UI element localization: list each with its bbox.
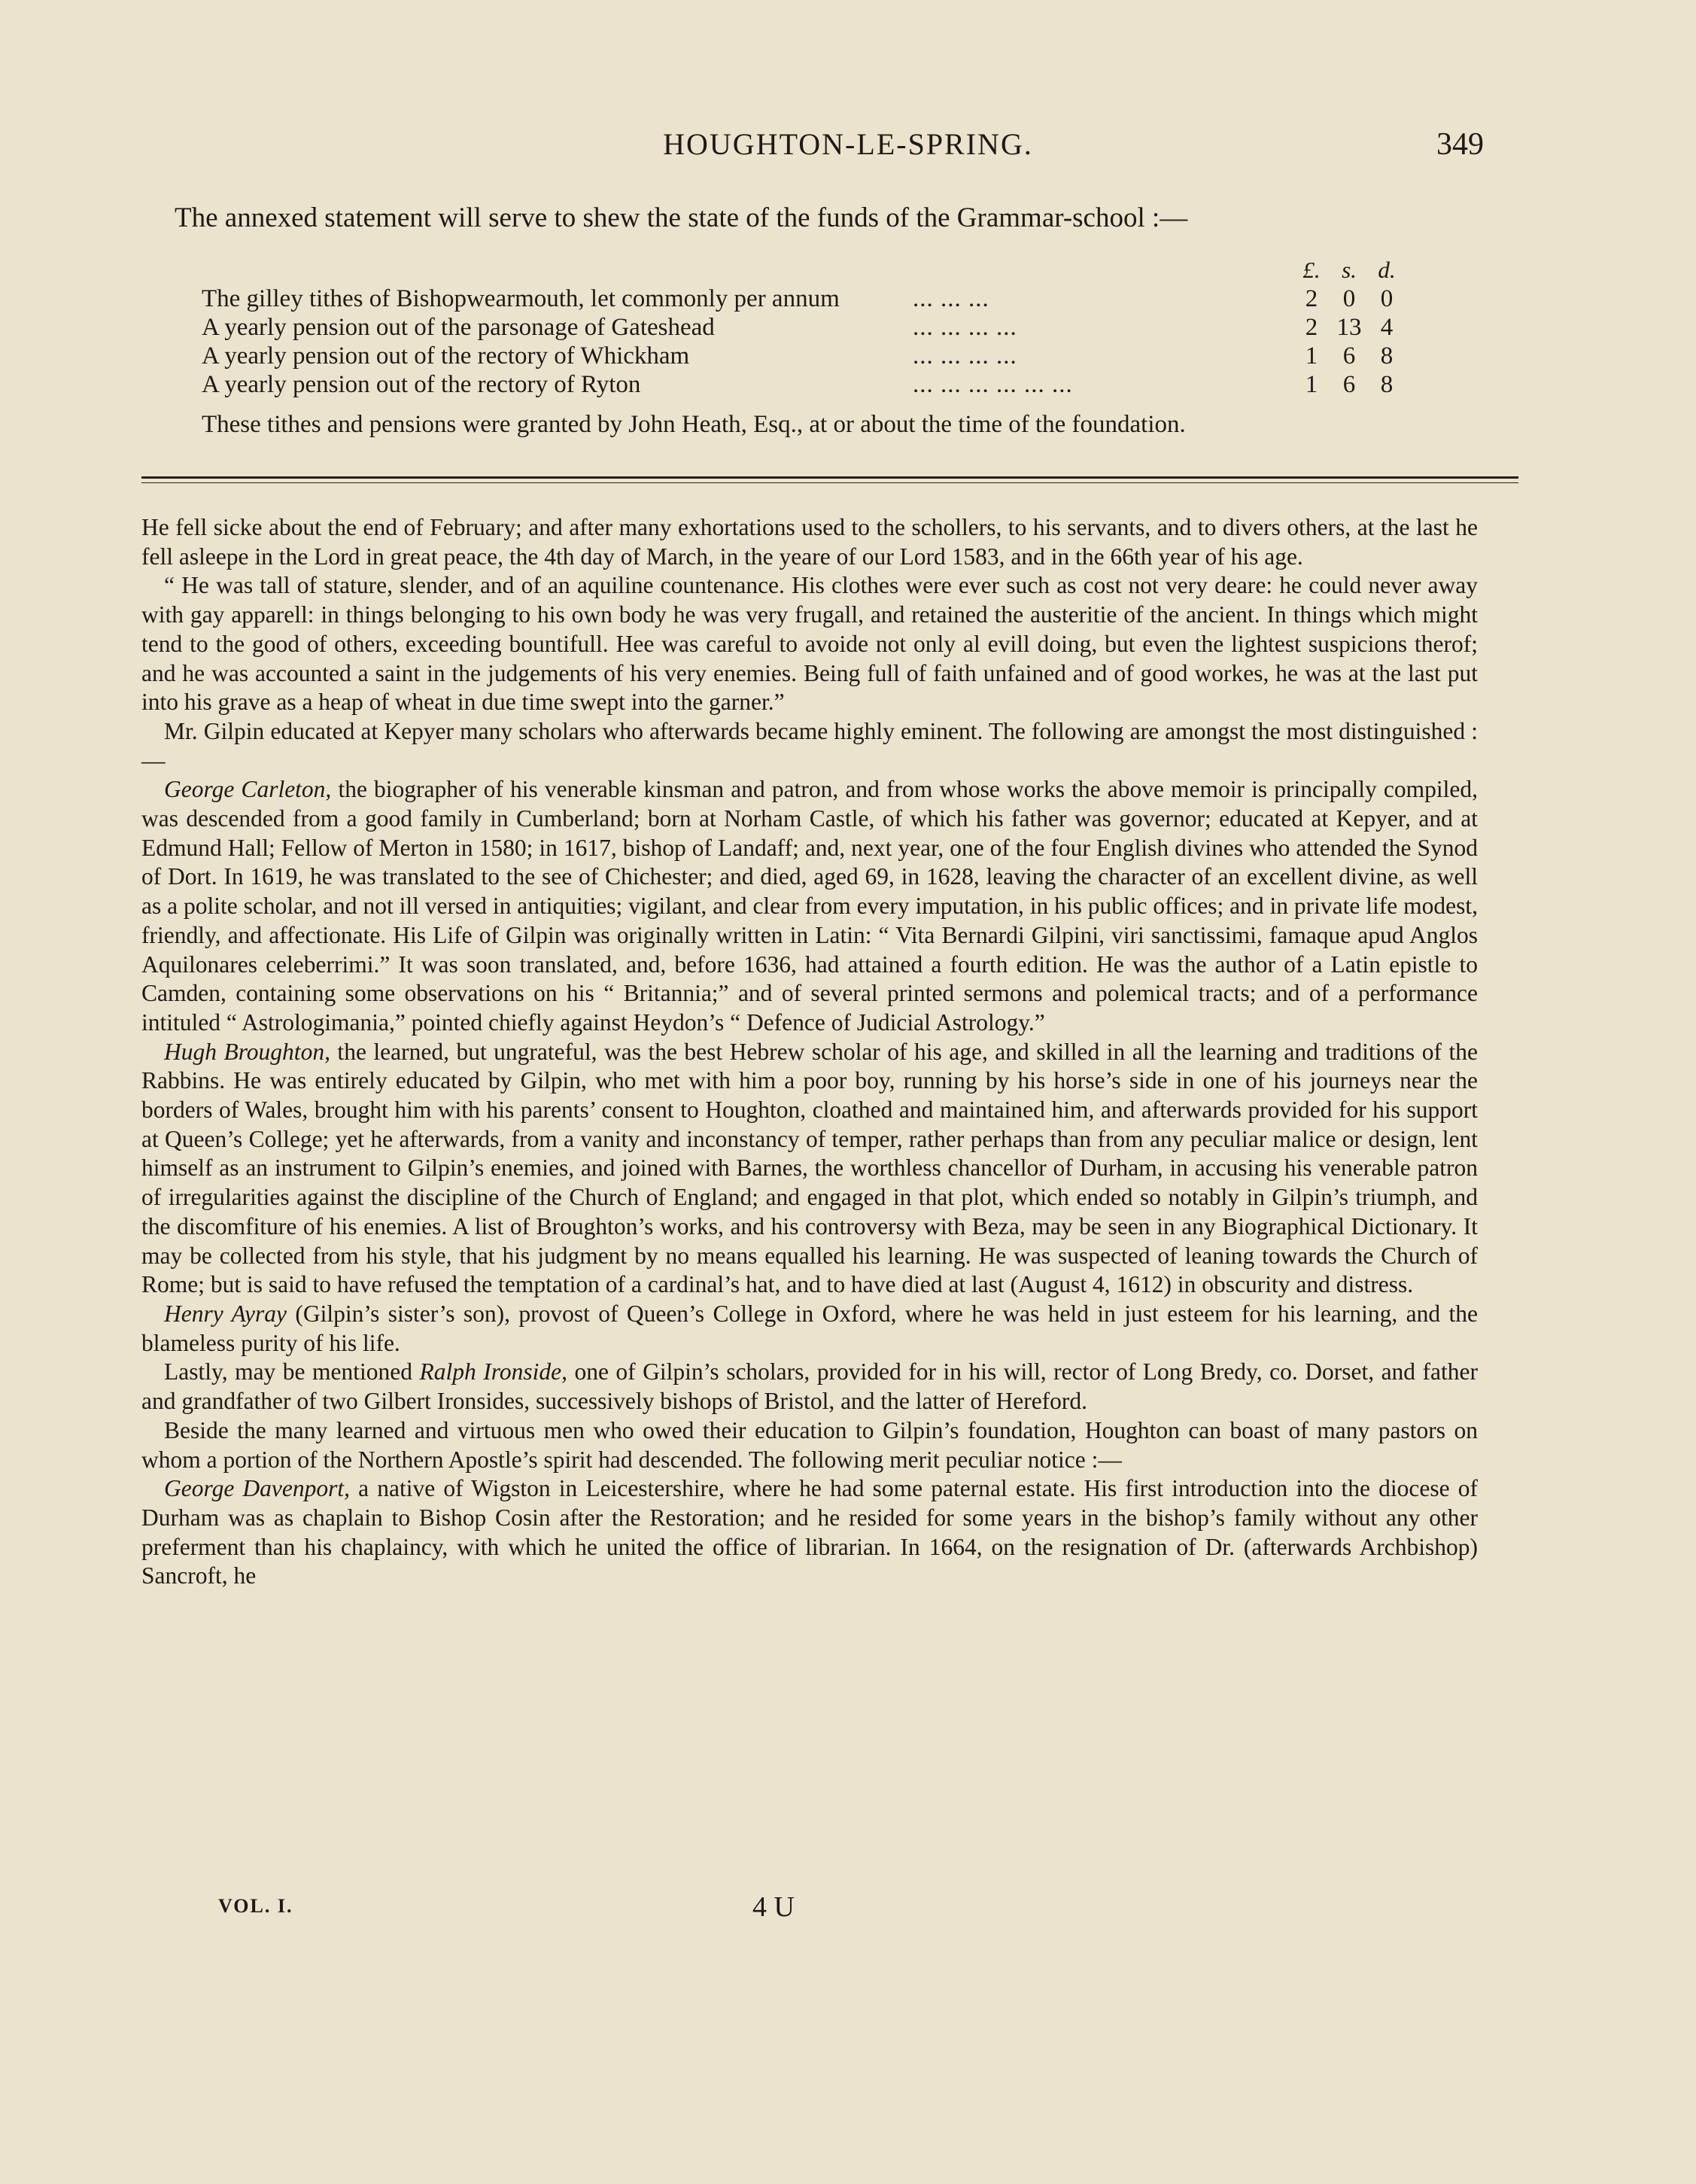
- signature-mark: 4 U: [752, 1891, 795, 1923]
- leader-dots: ... ... ...: [913, 285, 989, 312]
- unit-pounds: £.: [1302, 257, 1321, 283]
- person-name: George Davenport,: [164, 1475, 351, 1502]
- funds-row-shillings: 6: [1342, 371, 1356, 398]
- funds-row-description: A yearly pension out of the rectory of Ryton: [202, 371, 641, 398]
- paragraph-ayray: [141, 1300, 1478, 1358]
- funds-row: [202, 370, 1406, 399]
- unit-shillings: s.: [1342, 257, 1357, 283]
- section-rule: [141, 476, 1518, 479]
- paragraph-ironside: [141, 1358, 1478, 1416]
- funds-row-shillings: 6: [1342, 342, 1356, 370]
- funds-row-description: A yearly pension out of the parsonage of Gateshead: [202, 314, 715, 341]
- funds-row-description: A yearly pension out of the rectory of Whickham: [202, 342, 690, 370]
- paragraph-text: Lastly, may be mentioned: [164, 1358, 420, 1386]
- paragraph-quotation: “ He was tall of stature, slender, and of an aquiline countenance. His clothes were ever such as cost not very deare: he could never away with gay apparell: in things belonging to his own body he was very frugall, and retained the austeritie of the ancient. In things which might tend to the good of others, exceeding bountifull. Hee was careful to avoide not only al evill doing, but even the lightest suspicions therof; and he was accounted a saint in the judgements of his very enemies. Being full of faith unfained and of good workes, he was at the last put into his grave as a heap of wheat in due time swept into the garner.”: [141, 572, 1478, 716]
- person-name: Hugh Broughton,: [164, 1038, 330, 1065]
- funds-table: [202, 256, 1406, 439]
- page-number: 349: [1436, 127, 1484, 162]
- funds-row: [202, 342, 1406, 370]
- funds-row-pence: 4: [1380, 314, 1394, 341]
- funds-row-pounds: 2: [1305, 314, 1318, 341]
- funds-row-description: The gilley tithes of Bishopwearmouth, let commonly per annum: [202, 285, 840, 312]
- person-name: George Carleton,: [164, 776, 332, 803]
- funds-row-pence: 8: [1380, 371, 1394, 398]
- paragraph-text: the biographer of his venerable kinsman and patron, and from whose works the above memoir is principally compiled, was descended from a good family in Cumberland; born at Norham Castle, of which his father was governor; educated at Kepyer, and at Edmund Hall; Fellow of Merton in 1580; in 1617, bishop of Landaff; and, next year, one of the four English divines who attended the Synod of Dort. In 1619, he was translated to the see of Chichester; and died, aged 69, in 1628, leaving the character of an excellent divine, as well as a polite scholar, and not ill versed in antiquities; vigilant, and clear from every imputation, in his public offices; and in private life modest, friendly, and affectionate. His Life of Gilpin was originally written in Latin: “ Vita Bernardi Gilpini, viri sanctissimi, famaque apud Anglos Aquilonares celeberrimi.” It was soon translated, and, before 1636, had attained a fourth edition. He was the author of a Latin epistle to Camden, containing some observations on his “ Britannia;” and of several printed sermons and polemical tracts; and of a performance intituled “ Astrologimania,” pointed chiefly against Heydon’s “ Defence of Judicial Astrology.”: [141, 776, 1478, 1036]
- paragraph-carleton: [141, 775, 1478, 1037]
- funds-row-shillings: 0: [1342, 285, 1356, 312]
- person-name: Ralph Ironside,: [419, 1358, 567, 1386]
- funds-units-row: [202, 256, 1406, 284]
- paragraph-text: the learned, but ungrateful, was the best Hebrew scholar of his age, and skilled in all the learning and traditions of the Rabbins. He was entirely educated by Gilpin, who met with him a poor boy, running by his horse’s side in one of his journeys near the borders of Wales, brought him with his parents’ consent to Houghton, cloathed and maintained him, and afterwards provided for his support at Queen’s College; yet he afterwards, from a vanity and inconstancy of temper, rather perhaps than from any peculiar malice or design, lent himself as an instrument to Gilpin’s enemies, and joined with Barnes, the worthless chancellor of Durham, in accusing his venerable patron of irregularities against the discipline of the Church of England; and engaged in that plot, which ended so notably in Gilpin’s triumph, and the discomfiture of his enemies. A list of Broughton’s works, and his controversy with Beza, may be seen in any Biographical Dictionary. It may be collected from his style, that his judgment by no means equalled his learning. He was suspected of leaning towards the Church of Rome; but is said to have refused the temptation of a cardinal’s hat, and to have died at last (August 4, 1612) in obscurity and distress.: [141, 1038, 1478, 1298]
- funds-row-pounds: 1: [1305, 342, 1318, 370]
- page-header: [0, 126, 1696, 172]
- funds-intro: The annexed statement will serve to shew the state of the funds of the Grammar-school :—: [175, 202, 1188, 233]
- paragraph-broughton: [141, 1038, 1478, 1300]
- paragraph: He fell sicke about the end of February; and after many exhortations used to the schollers, to his servants, and to divers others, at the last he fell asleepe in the Lord in great peace, the 4th day of March, in the yeare of our Lord 1583, and in the 66th year of his age.: [141, 514, 1478, 570]
- funds-row: [202, 284, 1406, 313]
- funds-row-pounds: 1: [1305, 371, 1318, 398]
- volume-label: VOL. I.: [218, 1895, 293, 1917]
- paragraph: Mr. Gilpin educated at Kepyer many scholars who afterwards became highly eminent. The following are amongst the most distinguished :—: [141, 717, 1478, 774]
- funds-row: [202, 313, 1406, 342]
- paragraph-text: one of Gilpin’s scholars, provided for in his will, rector of Long Bredy, co. Dorset, and father and grandfather of two Gilbert Ironsides, successively bishops of Bristol, and the latter of Hereford.: [141, 1358, 1478, 1415]
- page-footer: [0, 1890, 1696, 1928]
- funds-note: These tithes and pensions were granted by John Heath, Esq., at or about the time of the foundation.: [202, 411, 1186, 438]
- funds-row-pence: 0: [1380, 285, 1394, 312]
- section-rule-thin: [141, 482, 1518, 483]
- leader-dots: ... ... ... ... ... ...: [913, 371, 1073, 398]
- funds-row-shillings: 13: [1336, 314, 1362, 341]
- funds-row-pounds: 2: [1305, 285, 1318, 312]
- funds-row-pence: 8: [1380, 342, 1394, 370]
- main-text: [141, 513, 1478, 1591]
- paragraph-text: (Gilpin’s sister’s son), provost of Queen’s College in Oxford, where he was held in just esteem for his learning, and the blameless purity of his life.: [141, 1300, 1479, 1356]
- leader-dots: ... ... ... ...: [913, 314, 1017, 341]
- paragraph-text: a native of Wigston in Leicestershire, where he had some paternal estate. His first introduction into the diocese of Durham was as chaplain to Bishop Cosin after the Restoration; and he resided for some years in the bishop’s family without any other preferment than his chaplaincy, with which he united the office of librarian. In 1664, on the resignation of Dr. (afterwards Archbishop) Sancroft, he: [141, 1475, 1478, 1589]
- person-name: Henry Ayray: [164, 1300, 287, 1327]
- leader-dots: ... ... ... ...: [913, 342, 1017, 370]
- running-title: HOUGHTON-LE-SPRING.: [663, 127, 1033, 161]
- paragraph-davenport: [141, 1474, 1478, 1591]
- paragraph: Beside the many learned and virtuous men who owed their education to Gilpin’s foundation, Houghton can boast of many pastors on whom a portion of the Northern Apostle’s spirit had descended. The following merit peculiar notice :—: [141, 1416, 1478, 1473]
- unit-pence: d.: [1378, 257, 1396, 283]
